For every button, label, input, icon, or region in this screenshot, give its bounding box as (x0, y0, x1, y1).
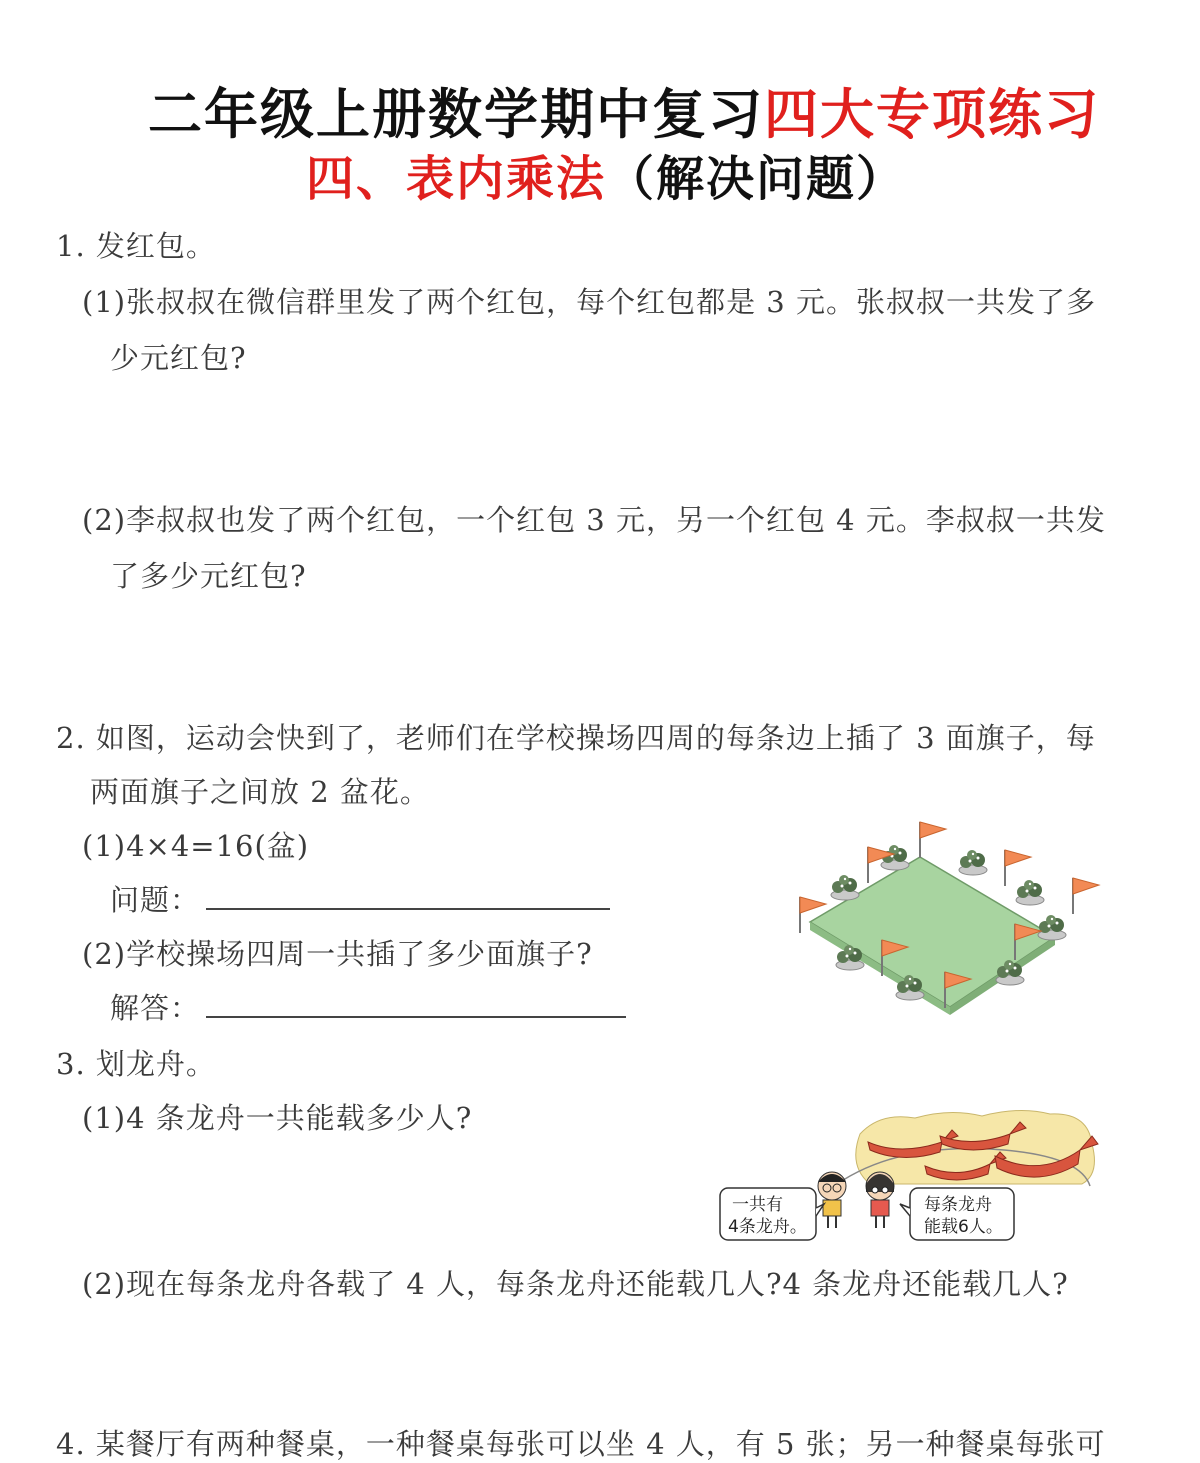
q2-p2: (2)学校操场四周一共插了多少面旗子? (82, 937, 593, 971)
q4-heading-partial: 4. 某餐厅有两种餐桌，一种餐桌每张可以坐 4 人，有 5 张；另一种餐桌每张可 (56, 1427, 1106, 1461)
subtitle-red: 四、表内乘法 (306, 151, 607, 207)
child-icon (866, 1172, 894, 1228)
flower-pot-icon (959, 850, 987, 875)
title-red: 四大专项练习 (764, 83, 1100, 146)
q3-heading: 3. 划龙舟。 (56, 1047, 216, 1081)
playground-illustration (790, 812, 1110, 1022)
bubble-right-line2: 能载6人。 (924, 1217, 1003, 1237)
q2-p1: (1)4×4=16(盆) (82, 829, 310, 863)
q2-answer-line-2[interactable] (206, 1016, 626, 1018)
speech-bubble-left (720, 1188, 824, 1240)
q1-p2-line2: 了多少元红包? (110, 559, 307, 593)
q2-p1-label: 问题： (110, 883, 201, 917)
q1-heading: 1. 发红包。 (56, 229, 216, 263)
speech-bubble-right (900, 1188, 1014, 1240)
q3-p1: (1)4 条龙舟一共能载多少人? (82, 1101, 473, 1135)
flower-pot-icon (831, 875, 859, 900)
subtitle-black: （解决问题） (606, 151, 907, 207)
q1-p2-line1: (2)李叔叔也发了两个红包，一个红包 3 元，另一个红包 4 元。李叔叔一共发 (82, 503, 1106, 537)
flag-icon (1073, 878, 1099, 914)
flower-pot-icon (1016, 880, 1044, 905)
flag-icon (920, 822, 946, 858)
bubble-left-line1: 一共有 (732, 1195, 783, 1215)
q1-p1-line2: 少元红包? (110, 341, 247, 375)
bubble-right-line1: 每条龙舟 (924, 1195, 992, 1215)
q3-p2: (2)现在每条龙舟各载了 4 人，每条龙舟还能载几人?4 条龙舟还能载几人? (82, 1267, 1069, 1301)
child-icon (818, 1172, 846, 1228)
q2-p2-label: 解答： (110, 991, 201, 1025)
flower-pot-icon (1038, 915, 1066, 940)
dragon-boat-illustration (720, 1104, 1100, 1244)
page-subtitle (306, 140, 906, 209)
q1-p1-line1: (1)张叔叔在微信群里发了两个红包，每个红包都是 3 元。张叔叔一共发了多 (82, 285, 1096, 319)
q2-heading-line1: 2. 如图，运动会快到了，老师们在学校操场四周的每条边上插了 3 面旗子，每 (56, 721, 1096, 755)
page-title (148, 72, 1100, 149)
title-black: 二年级上册数学期中复习 (148, 83, 764, 146)
q2-heading-line2: 两面旗子之间放 2 盆花。 (90, 775, 430, 809)
bubble-left-line2: 4条龙舟。 (728, 1217, 807, 1237)
q2-answer-line-1[interactable] (206, 908, 610, 910)
